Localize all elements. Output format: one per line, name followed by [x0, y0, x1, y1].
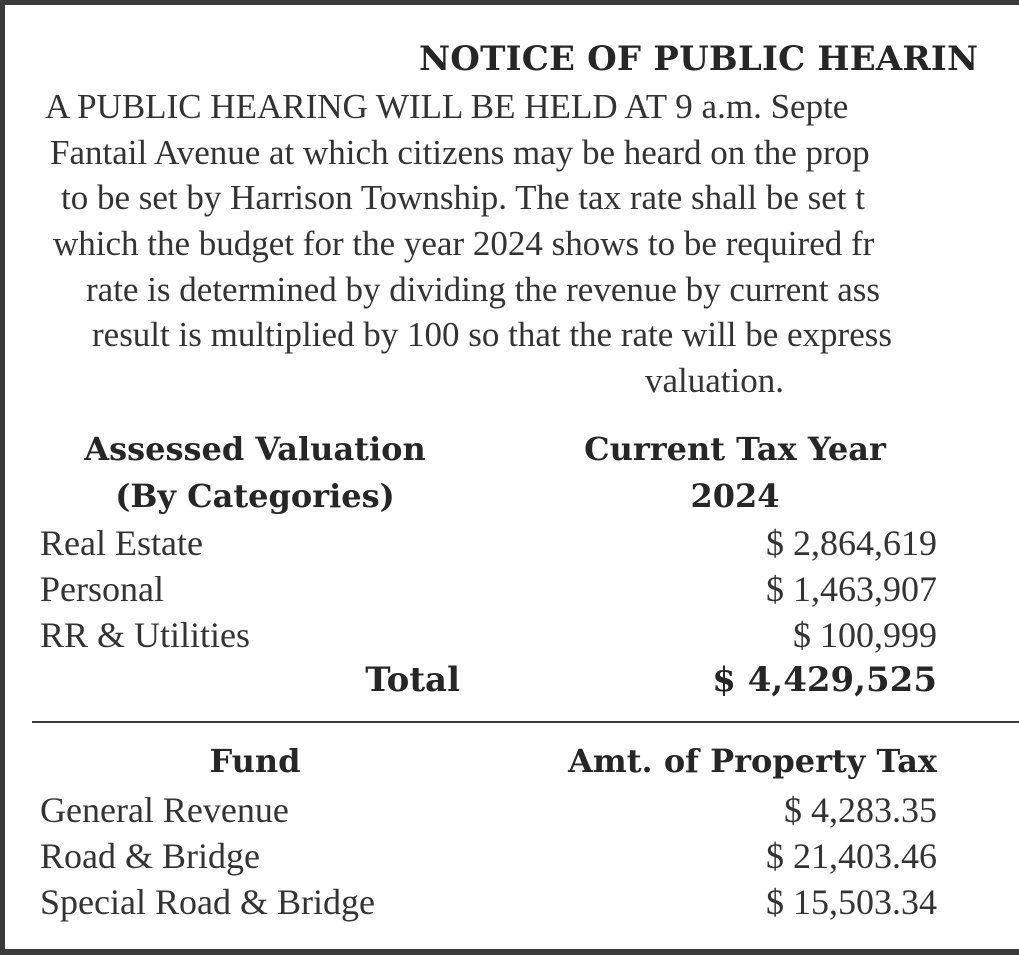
notice-paragraph-line: result is multiplied by 100 so that the rate will be express	[92, 315, 892, 354]
valuation-header-year-value: 2024	[690, 477, 780, 515]
fund-header: Fund	[209, 742, 301, 780]
valuation-row-label: Real Estate	[40, 523, 203, 563]
fund-row-value: $ 21,403.46	[766, 836, 937, 876]
valuation-row-value: $ 1,463,907	[766, 569, 937, 609]
notice-paragraph-line: Fantail Avenue at which citizens may be heard on the prop	[50, 133, 870, 172]
valuation-total-value: $ 4,429,525	[712, 660, 937, 700]
valuation-header-year: Current Tax Year	[584, 430, 886, 468]
fund-row-value: $ 4,283.35	[784, 790, 937, 830]
valuation-header-category-sub: (By Categories)	[115, 477, 395, 515]
fund-row-value: $ 15,503.34	[766, 882, 937, 922]
notice-paragraph-line: valuation.	[645, 361, 784, 400]
valuation-row-value: $ 2,864,619	[766, 523, 937, 563]
notice-paragraph-line: A PUBLIC HEARING WILL BE HELD AT 9 a.m. Septe	[45, 87, 849, 126]
valuation-header-category: Assessed Valuation	[84, 430, 426, 468]
valuation-row-label: RR & Utilities	[40, 615, 251, 655]
fund-row-label: Special Road & Bridge	[40, 882, 375, 922]
valuation-row-label: Personal	[40, 569, 164, 609]
notice-paragraph-line: to be set by Harrison Township. The tax rate shall be set t	[61, 178, 866, 217]
valuation-row-value: $ 100,999	[793, 615, 937, 655]
notice-paragraph-line: rate is determined by dividing the revenue by current ass	[86, 270, 881, 309]
fund-row-label: Road & Bridge	[40, 836, 260, 876]
fund-row-label: General Revenue	[40, 790, 289, 830]
valuation-total-label: Total	[365, 660, 460, 700]
property-tax-header: Amt. of Property Tax	[568, 742, 937, 780]
notice-paragraph-line: which the budget for the year 2024 shows to be required fr	[53, 224, 875, 263]
notice-title: NOTICE OF PUBLIC HEARIN	[419, 39, 979, 79]
section-divider	[32, 721, 1019, 723]
